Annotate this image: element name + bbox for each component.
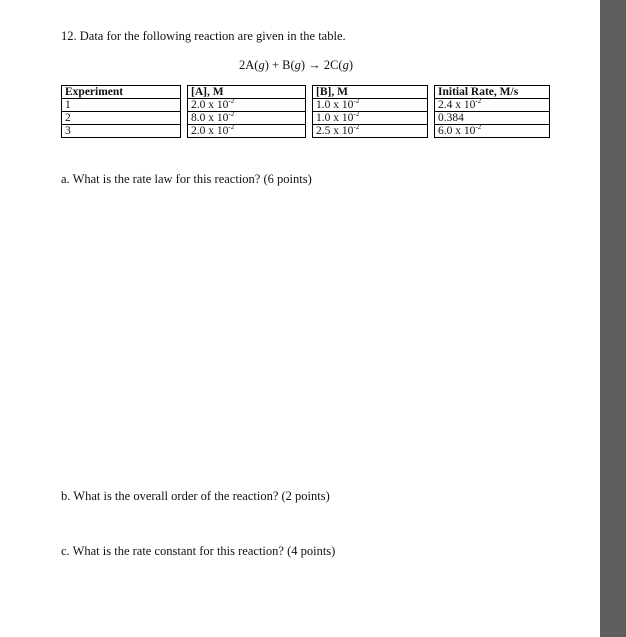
viewer-scrollbar[interactable] — [600, 0, 626, 637]
cell-rate: 2.4 x $10^{-2}$ — [435, 99, 550, 112]
table-row — [62, 125, 550, 138]
table-row — [62, 99, 550, 112]
cell-b: 1.0 x $10^{-2}$ — [313, 99, 428, 112]
cell-experiment: 3 — [62, 125, 181, 138]
rate-data-table — [61, 85, 550, 138]
cell-b: 2.5 x $10^{-2}$ — [313, 125, 428, 138]
cell-rate: 0.384 — [435, 112, 550, 125]
cell-experiment: 1 — [62, 99, 181, 112]
part-c-question: c. What is the rate constant for this reaction? (4 points) — [61, 544, 336, 558]
cell-a: 8.0 x $10^{-2}$ — [188, 112, 306, 125]
cell-rate: 6.0 x $10^{-2}$ — [435, 125, 550, 138]
reaction-arrow: → — [305, 58, 324, 72]
header-initial-rate: Initial Rate, M/s — [435, 86, 550, 99]
question-text: Data for the following reaction are given in the table. — [79, 29, 346, 43]
header-b-concentration: [B], M — [313, 86, 428, 99]
cell-b: 1.0 x $10^{-2}$ — [313, 112, 428, 125]
question-number: 12. — [61, 29, 77, 43]
cell-experiment: 2 — [62, 112, 181, 125]
part-a-question: a. What is the rate law for this reaction? (6 points) — [61, 172, 312, 186]
header-experiment: Experiment — [62, 86, 181, 99]
question-heading — [61, 29, 346, 44]
cell-a: 2.0 x $10^{-2}$ — [188, 99, 306, 112]
cell-a: 2.0 x $10^{-2}$ — [188, 125, 306, 138]
header-a-concentration: [A], M — [188, 86, 306, 99]
reaction-equation: 2A(g) + B(g) → 2C(g) — [239, 58, 354, 72]
part-b-question: b. What is the overall order of the reaction? (2 points) — [61, 489, 330, 503]
